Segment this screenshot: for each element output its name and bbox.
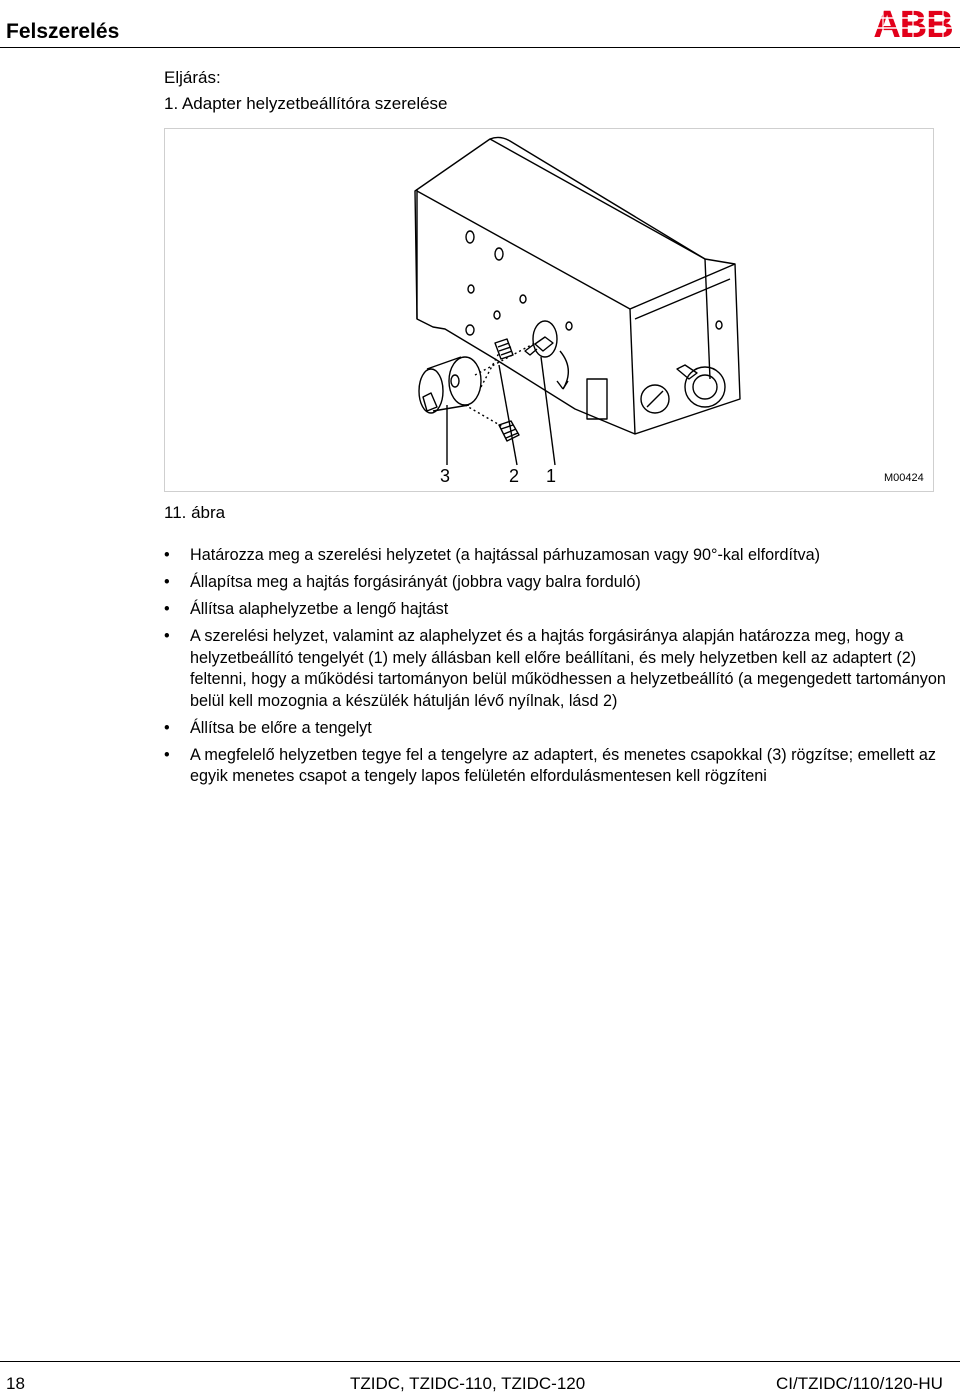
procedure-label: Eljárás: bbox=[164, 68, 221, 87]
page-number: 18 bbox=[6, 1374, 25, 1393]
figure-caption: 11. ábra bbox=[164, 503, 226, 522]
step-heading: 1. Adapter helyzetbeállítóra szerelése bbox=[164, 94, 448, 113]
list-item: • Állapítsa meg a hajtás forgásirányát (jobbra vagy balra forduló) bbox=[164, 573, 641, 591]
list-item: • Állítsa be előre a tengelyt bbox=[164, 718, 372, 737]
header-title: Felszerelés bbox=[6, 20, 120, 43]
footer-doc-code: CI/TZIDC/110/120-HU bbox=[776, 1374, 943, 1393]
list-item: • Határozza meg a szerelési helyzetet (a hajtással párhuzamosan vagy 90°-kal elfordítva) bbox=[164, 546, 821, 564]
list-item-text: A szerelési helyzet, valamint az alaphelyzet és a hajtás forgásiránya alapján határozza meg, hogy a helyzetbeállító tengelyét (1) mely állásban kell előre beállítani, és mely helyzetben kell az adaptert (2) feltenni, hogy a működési tartományon belül működhessen a helyzetbeállító (a megengedett tartományon belül kell mozognia a készülék hátulján lévő nyílnak, lásd 2) bbox=[190, 627, 946, 710]
list-item-text: A megfelelő helyzetben tegye fel a tengelyre az adaptert, és menetes csapokkal (3) rögzítse; emellett az egyik menetes csapot a tengely lapos felületén elfordulásmentesen kell rögzíteni bbox=[190, 745, 936, 785]
callout-2: 2 bbox=[509, 466, 520, 486]
header-rule bbox=[0, 47, 960, 48]
footer-rule bbox=[0, 1361, 960, 1362]
callout-1: 1 bbox=[546, 466, 557, 486]
instruction-list bbox=[160, 545, 960, 793]
list-item: • A szerelési helyzet, valamint az alaphelyzet és a hajtás forgásiránya alapján határozza meg, hogy a helyzetbeállító tengelyét (1) mely állásban kell előre beállítani, és mely helyzetben kell az adaptert (2) feltenni, hogy a működési tartományon belül működhessen a helyzetbeállító (a megengedett tartományon belül kell mozognia a készülék hátulján lévő nyílnak, lásd 2) bbox=[164, 627, 946, 710]
list-item: • A megfelelő helyzetben tegye fel a tengelyre az adaptert, és menetes csapokkal (3) rögzítse; emellett az egyik menetes csapot a tengely lapos felületén elfordulásmentesen kell rögzíteni bbox=[164, 745, 936, 785]
list-item-text: Állapítsa meg a hajtás forgásirányát (jobbra vagy balra forduló) bbox=[190, 573, 641, 591]
list-item: • Állítsa alaphelyzetbe a lengő hajtást bbox=[164, 600, 449, 618]
callout-3: 3 bbox=[440, 466, 451, 486]
shaft-1 bbox=[525, 321, 568, 389]
adapter-mounting-illustration bbox=[165, 129, 935, 493]
positioner-housing bbox=[415, 137, 740, 434]
figure-11 bbox=[164, 128, 934, 492]
list-item-text: Állítsa alaphelyzetbe a lengő hajtást bbox=[190, 600, 449, 618]
adapter-2 bbox=[419, 357, 481, 413]
footer-models: TZIDC, TZIDC-110, TZIDC-120 bbox=[350, 1374, 586, 1393]
list-item-text: Állítsa be előre a tengelyt bbox=[190, 718, 372, 737]
abb-logo bbox=[868, 4, 958, 44]
figure-code: M00424 bbox=[884, 472, 924, 484]
list-item-text: Határozza meg a szerelési helyzetet (a hajtással párhuzamosan vagy 90°-kal elfordítva) bbox=[190, 546, 821, 564]
abb-logo-text: ABB bbox=[873, 4, 953, 44]
cable-gland bbox=[641, 365, 725, 413]
